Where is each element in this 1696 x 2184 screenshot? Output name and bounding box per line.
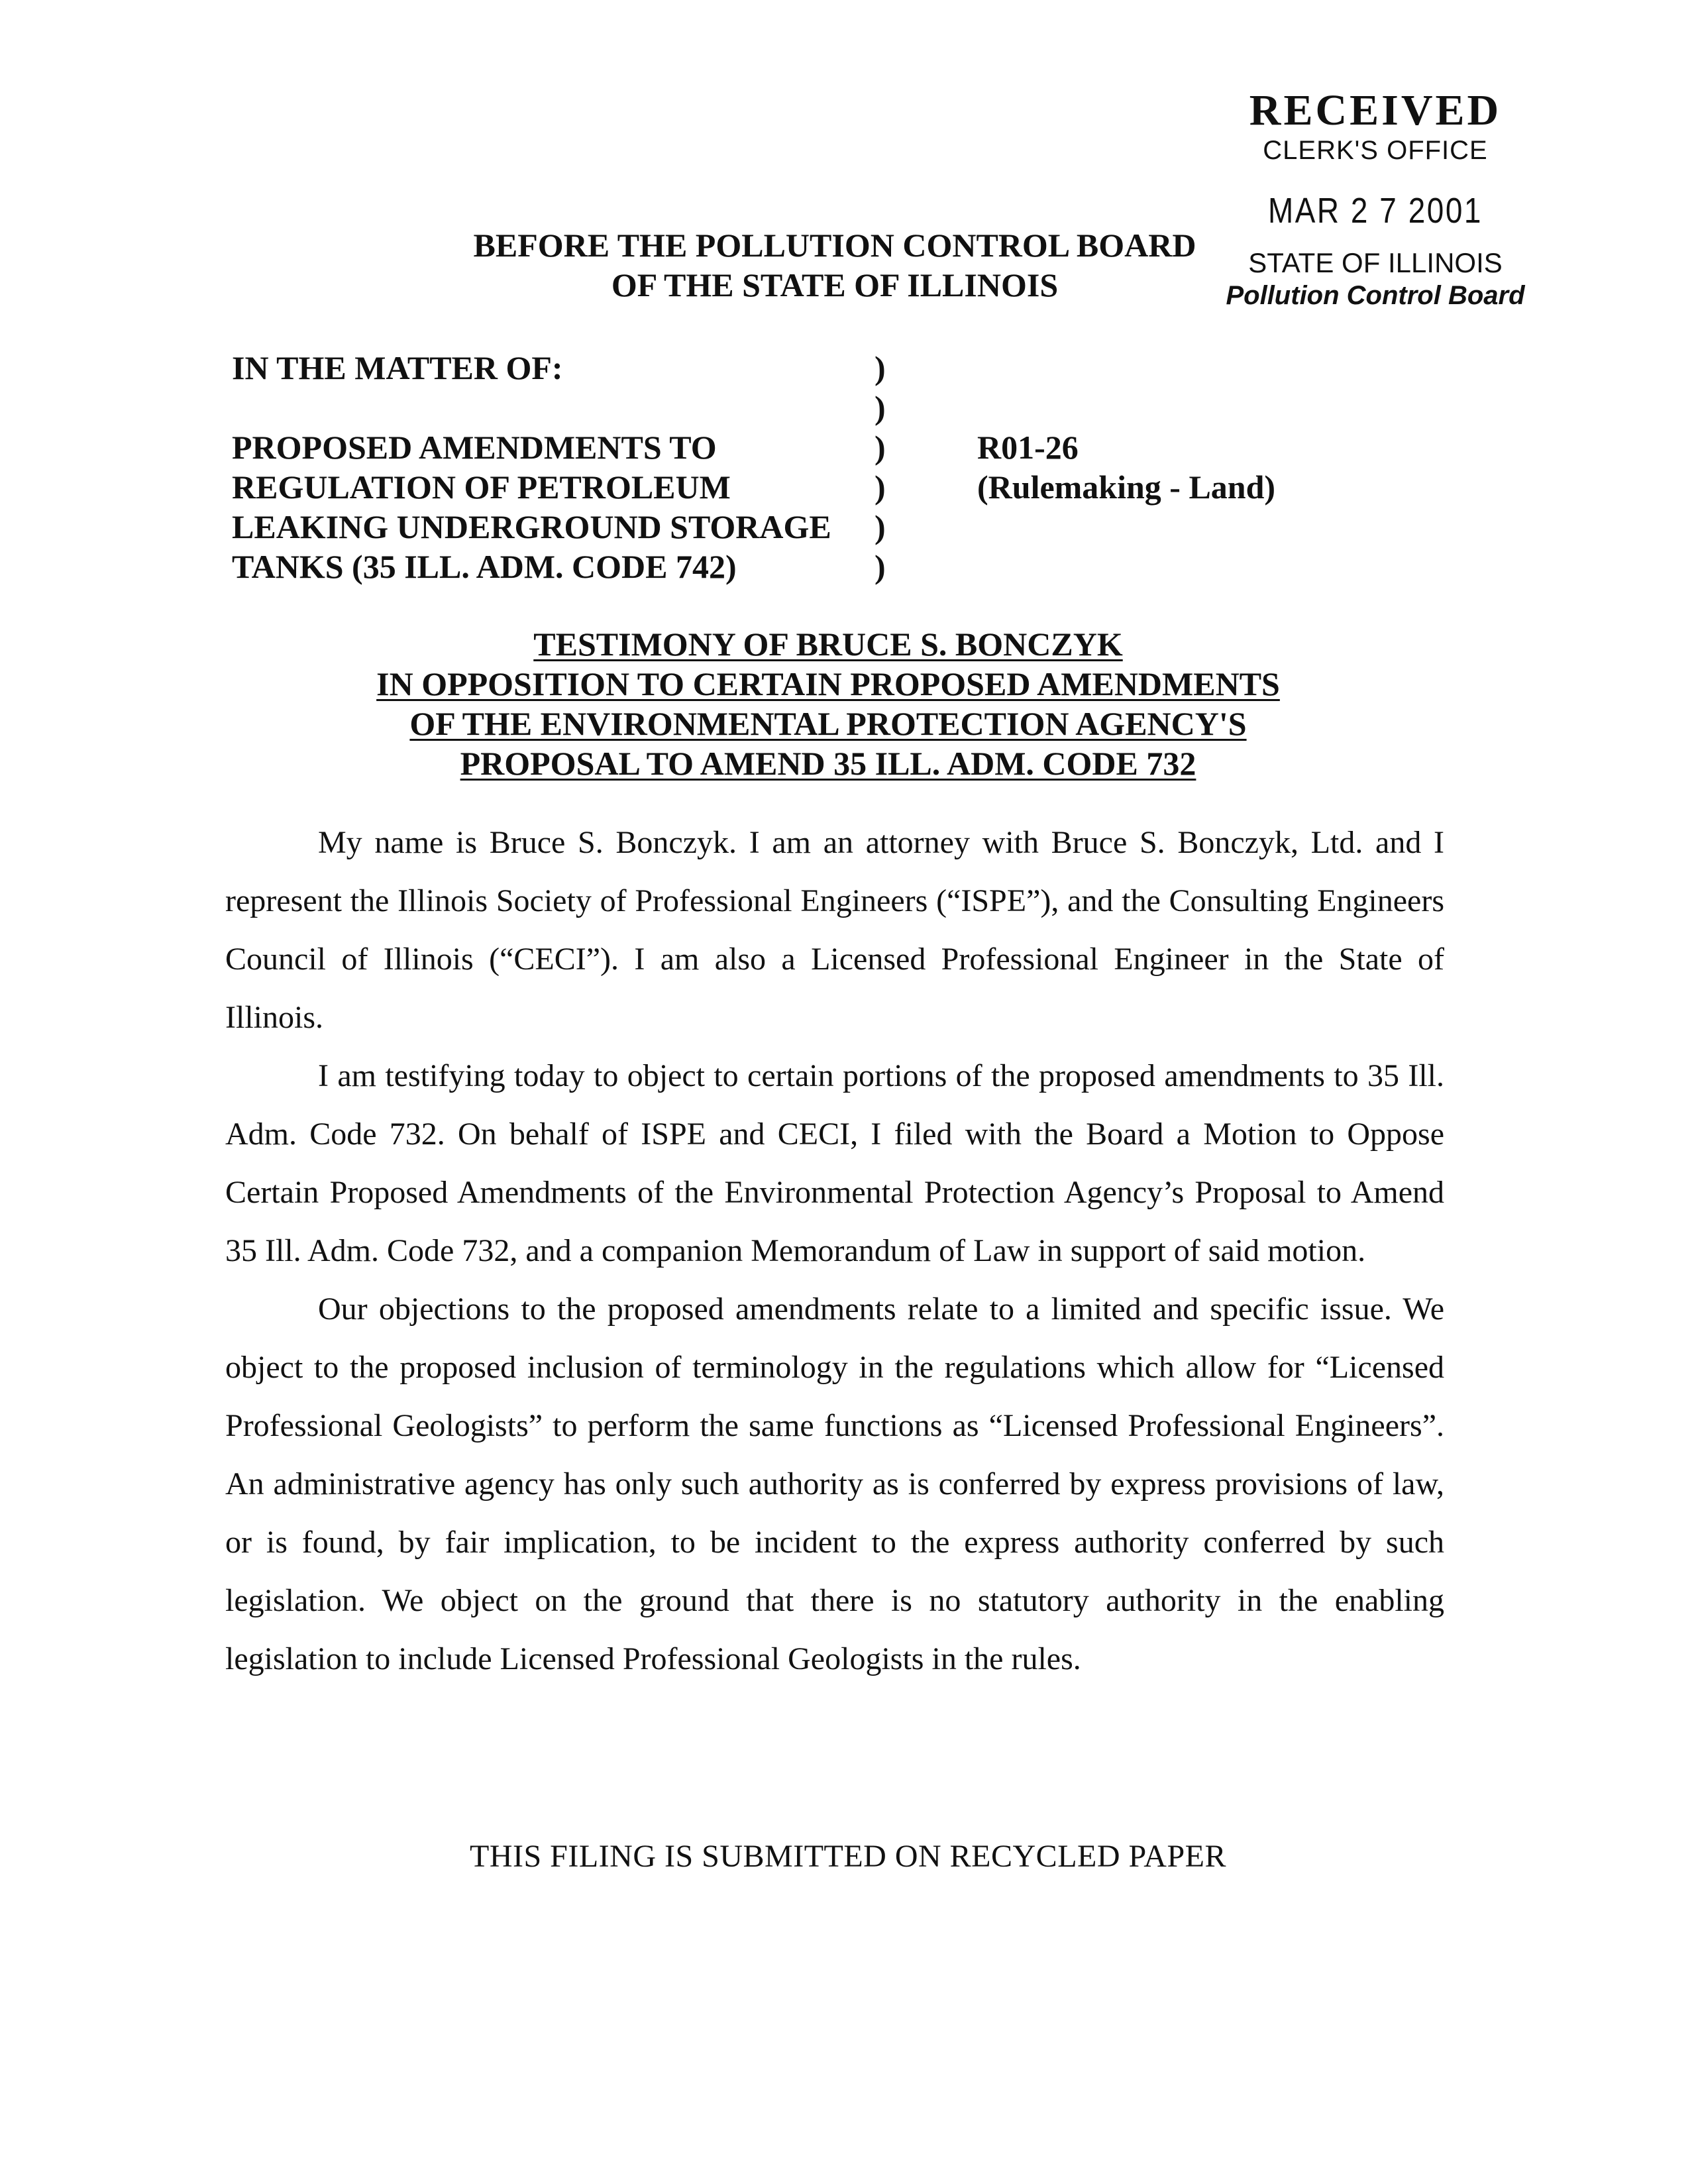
caption-line xyxy=(232,388,881,427)
caption-parens xyxy=(874,348,901,586)
received-stamp xyxy=(1216,87,1534,311)
caption-line: IN THE MATTER OF: xyxy=(232,349,563,386)
caption-line: TANKS (35 ILL. ADM. CODE 742) xyxy=(232,548,737,585)
caption-paren: ) xyxy=(874,429,886,466)
caption-paren: ) xyxy=(874,468,886,506)
body-paragraph: Our objections to the proposed amendments relate to a limited and specific issue. We object to the proposed inclusion of terminology in the regulations which allow for “Licensed Professional Geologists” to perform the same functions as “Licensed Professional Engineers”. An administrative agency has only such authority as is conferred by express provisions of law, or is found, by fair implication, to be incident to the express authority conferred by such legislation. We object on the ground that there is no statutory authority in the enabling legislation to include Licensed Professional Geologists in the rules. xyxy=(225,1291,1444,1676)
stamp-state: STATE OF ILLINOIS xyxy=(1248,247,1503,278)
testimony-body xyxy=(225,814,1444,1688)
case-number: R01-26 xyxy=(977,429,1079,466)
caption-line: REGULATION OF PETROLEUM xyxy=(232,468,731,506)
stamp-board: Pollution Control Board xyxy=(1226,281,1525,310)
caption-line: PROPOSED AMENDMENTS TO xyxy=(232,429,717,466)
testimony-title xyxy=(311,624,1345,783)
stamp-date: MAR 2 7 2001 xyxy=(1267,191,1483,231)
title-line-3: OF THE ENVIRONMENTAL PROTECTION AGENCY'S xyxy=(409,705,1247,742)
body-paragraph: My name is Bruce S. Bonczyk. I am an attorney with Bruce S. Bonczyk, Ltd. and I represent the Illinois Society of Professional Engineers (“ISPE”), and the Consulting Engineers Council of Illinois (“CECI”). I am also a Licensed Professional Engineer in the State of Illinois. xyxy=(225,825,1444,1035)
caption-paren: ) xyxy=(874,508,886,545)
caption-case-info xyxy=(977,427,1441,507)
stamp-received: RECEIVED xyxy=(1249,86,1502,135)
title-line-2: IN OPPOSITION TO CERTAIN PROPOSED AMENDMENTS xyxy=(376,665,1280,702)
caption-matter xyxy=(232,348,881,586)
board-heading-line-2: OF THE STATE OF ILLINOIS xyxy=(611,266,1059,303)
caption-paren: ) xyxy=(874,389,886,426)
board-heading-line-1: BEFORE THE POLLUTION CONTROL BOARD xyxy=(473,227,1196,264)
body-paragraph: I am testifying today to object to certain portions of the proposed amendments to 35 Ill. Adm. Code 732. On behalf of ISPE and CECI, I filed with the Board a Motion to Oppose Certain Proposed Amendments of the Environmental Protection Agency’s Proposal to Amend 35 Ill. Adm. Code 732, and a companion Memorandum of Law in support of said motion. xyxy=(225,1058,1444,1268)
caption-paren: ) xyxy=(874,349,886,386)
title-line-4: PROPOSAL TO AMEND 35 ILL. ADM. CODE 732 xyxy=(460,745,1196,782)
case-type: (Rulemaking - Land) xyxy=(977,468,1276,506)
caption-paren: ) xyxy=(874,548,886,585)
caption-line: LEAKING UNDERGROUND STORAGE xyxy=(232,508,831,545)
stamp-clerk-office: CLERK'S OFFICE xyxy=(1263,136,1488,165)
title-line-1: TESTIMONY OF BRUCE S. BONCZYK xyxy=(533,626,1123,663)
board-heading xyxy=(424,225,1246,305)
recycled-paper-footer: THIS FILING IS SUBMITTED ON RECYCLED PAPER xyxy=(470,1839,1226,1874)
